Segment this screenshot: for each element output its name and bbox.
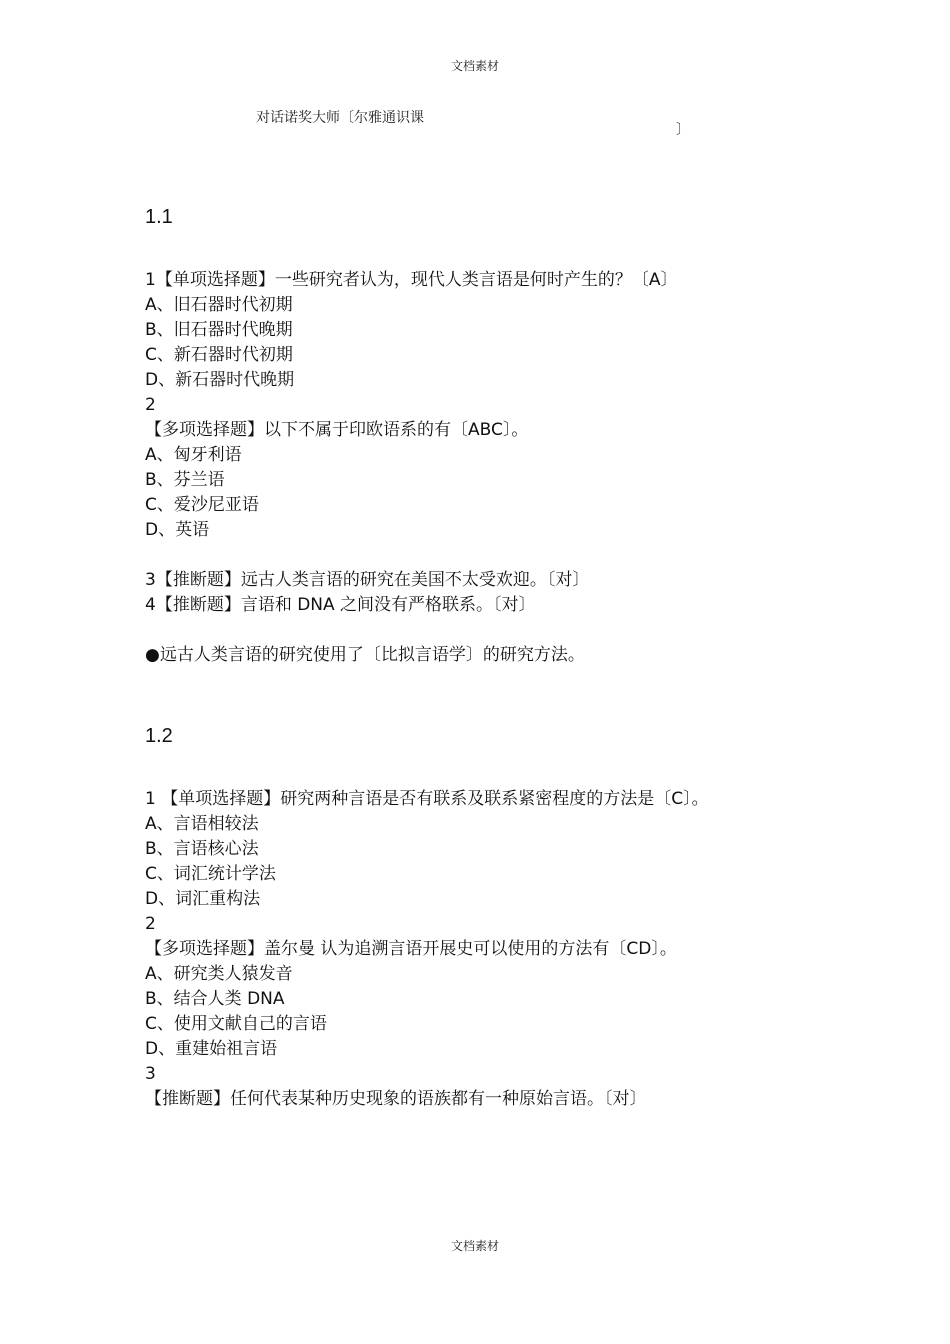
option-d: D、新石器时代晚期 [145,370,295,390]
option-b: B、旧石器时代晚期 [145,320,293,340]
option-b: B、芬兰语 [145,470,225,490]
question-1-text: 1 【单项选择题】研究两种言语是否有联系及联系紧密程度的方法是〔C〕。 [145,789,709,809]
question-2-number: 2 [145,395,156,415]
section-heading-1-1: 1.1 [145,206,173,228]
section-heading-1-2: 1.2 [145,725,173,747]
option-a: A、旧石器时代初期 [145,295,293,315]
question-1-text: 1【单项选择题】一些研究者认为，现代人类言语是何时产生的？〔A〕 [145,270,678,290]
option-b: B、言语核心法 [145,839,259,859]
page-header: 文档素材 [450,59,499,73]
option-b: B、结合人类 DNA [145,989,285,1009]
document-title-close-bracket: 〕 [676,122,690,138]
option-c: C、新石器时代初期 [145,345,293,365]
option-c: C、使用文献自己的言语 [145,1014,327,1034]
section-1-2-questions [145,787,709,1112]
page-footer: 文档素材 [450,1239,499,1253]
document-title: 对话诺奖大师〔尔雅通识课 [256,110,424,126]
section-1-1-questions [145,268,677,668]
option-c: C、爱沙尼亚语 [145,495,259,515]
option-a: A、研究类人猿发音 [145,964,293,984]
question-3-number: 3 [145,1064,156,1084]
option-a: A、匈牙利语 [145,445,242,465]
question-2-number: 2 [145,914,156,934]
bullet-note: ●远古人类言语的研究使用了〔比拟言语学〕的研究方法。 [145,645,585,665]
option-d: D、重建始祖言语 [145,1039,278,1059]
question-3-text: 【推断题】任何代表某种历史现象的语族都有一种原始言语。〔对〕 [145,1089,647,1109]
option-a: A、言语相较法 [145,814,259,834]
option-d: D、英语 [145,520,210,540]
question-3-judgment: 3【推断题】远古人类言语的研究在美国不太受欢迎。〔对〕 [145,570,590,590]
question-2-text: 【多项选择题】以下不属于印欧语系的有〔ABC〕。 [145,420,529,440]
option-c: C、词汇统计学法 [145,864,276,884]
question-2-text: 【多项选择题】盖尔曼 认为追溯言语开展史可以使用的方法有〔CD〕。 [145,939,677,959]
question-4-judgment: 4【推断题】言语和 DNA 之间没有严格联系。〔对〕 [145,595,536,615]
option-d: D、词汇重构法 [145,889,261,909]
